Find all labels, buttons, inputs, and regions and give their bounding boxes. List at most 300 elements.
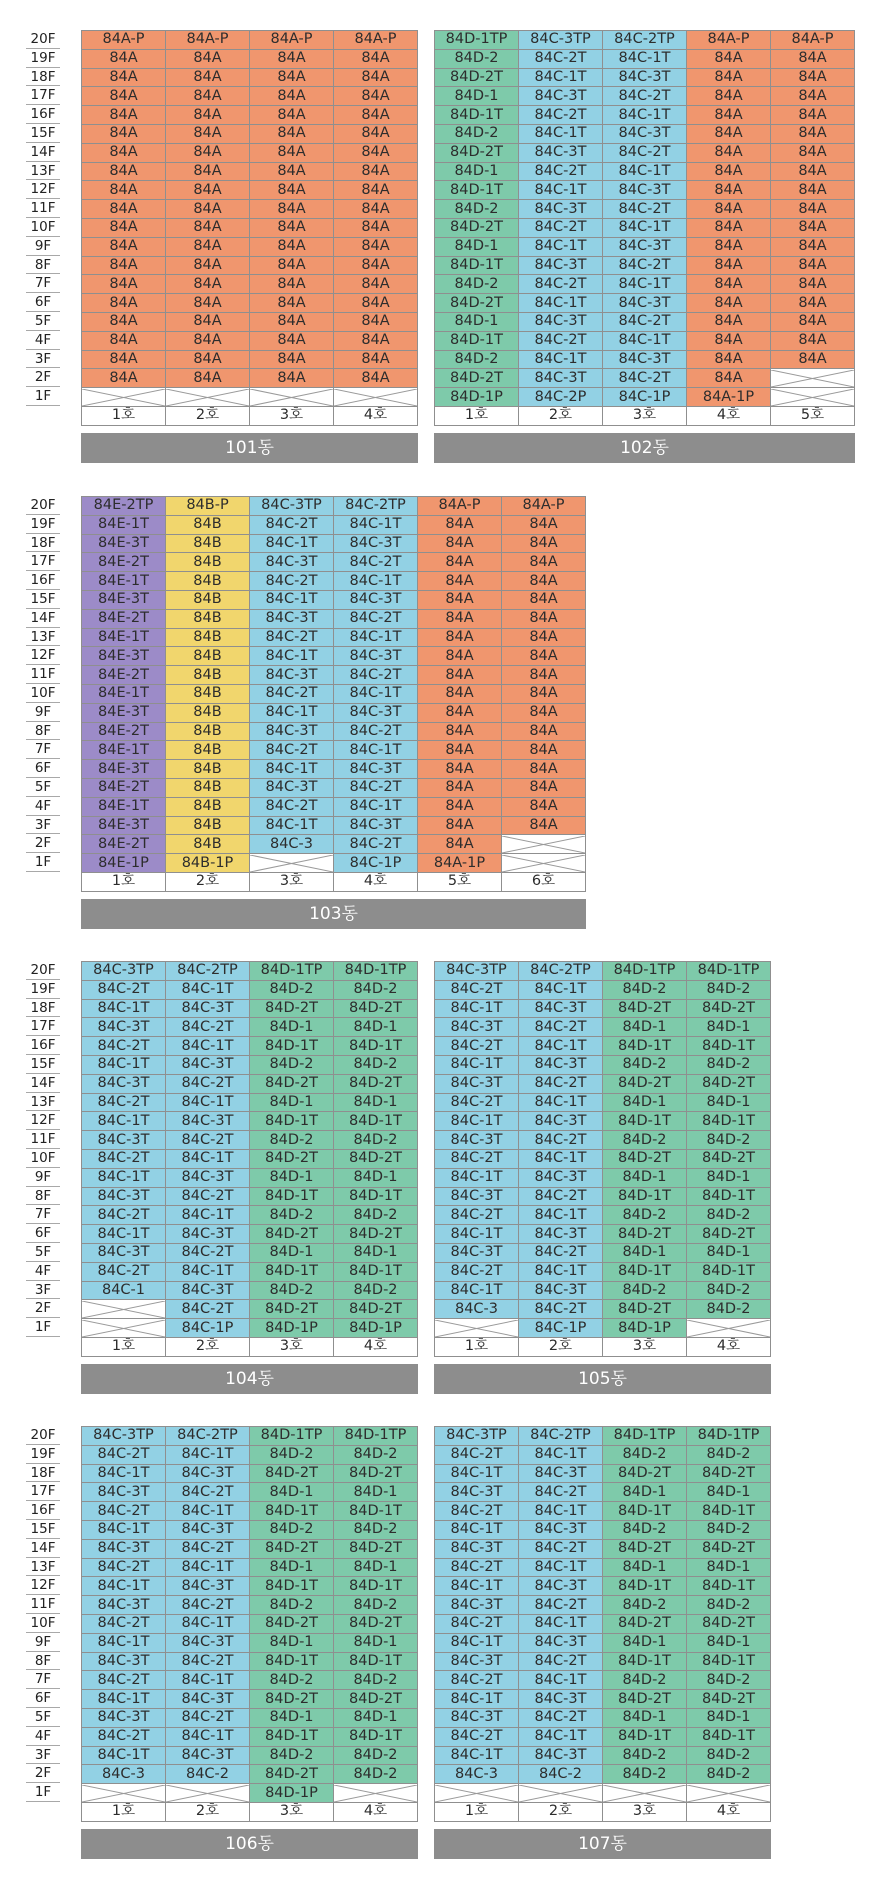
floor-row	[435, 1633, 771, 1652]
unit-cell: 84C-3T	[603, 237, 687, 256]
unit-cell: 84C-2T	[435, 1206, 519, 1225]
unit-cell: 84B	[166, 835, 250, 854]
unit-cell: 84C-3T	[435, 1596, 519, 1615]
unit-cell: 84E-3T	[82, 590, 166, 609]
unit-cell: 84C-2T	[435, 1037, 519, 1056]
floor-row	[82, 1074, 418, 1093]
unit-cell: 84D-2T	[687, 1690, 771, 1709]
unit-cell: 84C-3T	[334, 647, 418, 666]
unit-cell: 84C-1T	[166, 980, 250, 999]
unit-cell: 84D-1	[687, 1018, 771, 1037]
floor-row	[435, 1671, 771, 1690]
floor-label: 9F	[26, 1633, 60, 1652]
empty-unit-cell	[82, 1300, 166, 1319]
unit-cell: 84A	[166, 124, 250, 143]
floor-label: 20F	[26, 961, 60, 980]
floor-row	[435, 275, 855, 294]
unit-cell: 84C-2T	[334, 666, 418, 685]
unit-cell: 84C-1T	[519, 350, 603, 369]
floor-label: 13F	[26, 1093, 60, 1112]
unit-number-label: 4호	[687, 1337, 771, 1356]
floor-row	[82, 816, 586, 835]
unit-number-label: 3호	[250, 1802, 334, 1821]
unit-cell: 84C-2TP	[166, 962, 250, 981]
unit-number-row	[435, 1337, 771, 1356]
floor-row	[82, 256, 418, 275]
unit-cell: 84C-3T	[166, 1464, 250, 1483]
floor-label: 11F	[26, 665, 60, 684]
unit-number-label: 3호	[603, 1337, 687, 1356]
unit-cell: 84D-1	[250, 1243, 334, 1262]
unit-cell: 84A	[334, 256, 418, 275]
floor-row	[435, 1262, 771, 1281]
unit-cell: 84D-1	[250, 1018, 334, 1037]
unit-cell: 84E-1T	[82, 797, 166, 816]
floor-row	[82, 275, 418, 294]
unit-cell: 84D-1TP	[687, 962, 771, 981]
unit-cell: 84C-3T	[519, 200, 603, 219]
unit-cell: 84C-2T	[603, 87, 687, 106]
unit-number-label: 3호	[250, 1337, 334, 1356]
unit-cell: 84C-3T	[82, 1243, 166, 1262]
unit-cell: 84C-2T	[250, 741, 334, 760]
unit-number-label: 5호	[418, 872, 502, 891]
unit-cell: 84A	[502, 609, 586, 628]
unit-cell: 84D-1	[687, 1558, 771, 1577]
unit-number-row	[82, 1337, 418, 1356]
unit-cell: 84C-2T	[519, 1131, 603, 1150]
floor-row	[82, 1037, 418, 1056]
unit-cell: 84A	[166, 350, 250, 369]
unit-cell: 84A	[687, 275, 771, 294]
floor-label: 1F	[26, 853, 60, 872]
unit-cell: 84D-1T	[687, 1187, 771, 1206]
unit-cell: 84D-2	[334, 1445, 418, 1464]
floor-row	[435, 1427, 771, 1446]
unit-cell: 84C-1T	[250, 703, 334, 722]
floor-row	[82, 1577, 418, 1596]
floor-label: 9F	[26, 1168, 60, 1187]
unit-cell: 84D-2T	[687, 1149, 771, 1168]
unit-cell: 84C-3T	[166, 999, 250, 1018]
unit-cell: 84C-3T	[435, 1483, 519, 1502]
unit-number-label: 4호	[334, 1802, 418, 1821]
unit-cell: 84D-1T	[250, 1262, 334, 1281]
unit-cell: 84C-3	[250, 835, 334, 854]
floor-row	[435, 1018, 771, 1037]
unit-cell: 84D-2	[603, 1596, 687, 1615]
unit-cell: 84D-2	[687, 1445, 771, 1464]
unit-cell: 84C-1T	[435, 1520, 519, 1539]
floor-row	[82, 1055, 418, 1074]
unit-cell: 84A	[82, 312, 166, 331]
floor-label: 12F	[26, 646, 60, 665]
unit-cell: 84A	[82, 106, 166, 125]
unit-cell: 84A	[771, 200, 855, 219]
unit-cell: 84D-2T	[250, 1464, 334, 1483]
unit-cell: 84A-P	[418, 497, 502, 516]
unit-cell: 84D-1T	[687, 1502, 771, 1521]
unit-cell: 84A	[250, 275, 334, 294]
unit-cell: 84D-2T	[334, 1149, 418, 1168]
unit-cell: 84C-3T	[334, 534, 418, 553]
unit-number-label: 3호	[250, 872, 334, 891]
unit-cell: 84E-2T	[82, 553, 166, 572]
empty-unit-cell	[82, 388, 166, 407]
unit-cell: 84A	[687, 331, 771, 350]
unit-cell: 84C-1T	[166, 1614, 250, 1633]
unit-cell: 84A	[250, 162, 334, 181]
unit-cell: 84D-1	[435, 162, 519, 181]
unit-cell: 84D-2T	[603, 1614, 687, 1633]
unit-cell: 84A	[250, 68, 334, 87]
floor-row	[82, 722, 586, 741]
floor-row	[82, 1131, 418, 1150]
unit-cell: 84C-1T	[603, 106, 687, 125]
unit-cell: 84D-1T	[435, 106, 519, 125]
floor-label: 20F	[26, 1426, 60, 1445]
floor-row	[82, 1765, 418, 1784]
unit-cell: 84C-3T	[519, 87, 603, 106]
unit-cell: 84A	[166, 68, 250, 87]
unit-cell: 84D-2	[334, 1596, 418, 1615]
unit-cell: 84C-1T	[82, 1464, 166, 1483]
unit-cell: 84A	[771, 350, 855, 369]
floor-row	[82, 760, 586, 779]
unit-cell: 84C-2T	[166, 1483, 250, 1502]
floor-label: 8F	[26, 722, 60, 741]
unit-cell: 84D-2T	[250, 1074, 334, 1093]
floor-label: 6F	[26, 759, 60, 778]
unit-cell: 84D-1T	[334, 1727, 418, 1746]
unit-cell: 84C-1T	[166, 1037, 250, 1056]
unit-cell: 84D-1	[334, 1633, 418, 1652]
unit-cell: 84C-2T	[519, 1652, 603, 1671]
floor-row	[435, 999, 771, 1018]
floor-row	[435, 1112, 771, 1131]
unit-cell: 84D-2T	[334, 1464, 418, 1483]
unit-number-label: 4호	[687, 1802, 771, 1821]
unit-number-label: 3호	[603, 406, 687, 425]
unit-cell: 84D-2T	[603, 1464, 687, 1483]
unit-cell: 84D-1	[250, 1558, 334, 1577]
unit-cell: 84D-2	[687, 1131, 771, 1150]
unit-cell: 84C-2T	[519, 1483, 603, 1502]
unit-cell: 84E-3T	[82, 760, 166, 779]
unit-cell: 84C-2T	[603, 200, 687, 219]
unit-cell: 84A	[418, 515, 502, 534]
unit-cell: 84B	[166, 534, 250, 553]
unit-cell: 84D-2	[687, 1206, 771, 1225]
unit-cell: 84C-3T	[603, 181, 687, 200]
unit-cell: 84C-1T	[250, 647, 334, 666]
floor-row	[435, 218, 855, 237]
floor-row	[435, 1445, 771, 1464]
unit-cell: 84C-3T	[250, 666, 334, 685]
unit-cell: 84D-2T	[250, 1539, 334, 1558]
unit-cell: 84D-1	[250, 1708, 334, 1727]
unit-cell: 84C-3T	[519, 1577, 603, 1596]
floor-row	[435, 1281, 771, 1300]
floor-label: 2F	[26, 368, 60, 387]
unit-cell: 84D-1	[603, 1708, 687, 1727]
unit-cell: 84C-1T	[166, 1502, 250, 1521]
floor-row	[435, 1727, 771, 1746]
unit-cell: 84A	[82, 49, 166, 68]
unit-cell: 84D-2	[334, 1055, 418, 1074]
floor-row	[82, 1727, 418, 1746]
unit-cell: 84C-2T	[166, 1596, 250, 1615]
unit-cell: 84C-2T	[519, 1018, 603, 1037]
unit-cell: 84A	[502, 722, 586, 741]
unit-cell: 84D-1T	[603, 1727, 687, 1746]
unit-cell: 84C-3T	[519, 256, 603, 275]
unit-cell: 84B	[166, 647, 250, 666]
unit-cell: 84D-2T	[603, 1149, 687, 1168]
floor-row	[435, 980, 771, 999]
unit-cell: 84E-2T	[82, 609, 166, 628]
unit-cell: 84C-3TP	[435, 1427, 519, 1446]
unit-cell: 84D-1TP	[603, 962, 687, 981]
unit-cell: 84D-1	[603, 1018, 687, 1037]
unit-cell: 84C-1T	[519, 1093, 603, 1112]
unit-cell: 84A-P	[82, 31, 166, 50]
unit-cell: 84C-1T	[519, 1671, 603, 1690]
floor-label: 17F	[26, 1017, 60, 1036]
floor-label: 9F	[26, 237, 60, 256]
unit-cell: 84B	[166, 722, 250, 741]
unit-cell: 84C-1T	[82, 1577, 166, 1596]
building-102-label: 102동	[434, 433, 855, 463]
unit-cell: 84D-2	[250, 1746, 334, 1765]
unit-cell: 84C-2T	[519, 1596, 603, 1615]
unit-cell: 84C-2T	[82, 980, 166, 999]
floor-row	[82, 1112, 418, 1131]
empty-unit-cell	[603, 1784, 687, 1803]
unit-cell: 84C-3T	[82, 1708, 166, 1727]
floor-row	[435, 388, 855, 407]
floor-row	[82, 1187, 418, 1206]
floor-label: 14F	[26, 609, 60, 628]
unit-cell: 84A	[502, 628, 586, 647]
floor-row	[435, 31, 855, 50]
unit-cell: 84C-3T	[250, 722, 334, 741]
unit-cell: 84D-2	[687, 1520, 771, 1539]
unit-cell: 84D-2	[687, 1300, 771, 1319]
unit-cell: 84D-2	[334, 1765, 418, 1784]
unit-cell: 84C-3T	[166, 1281, 250, 1300]
unit-cell: 84D-1T	[603, 1502, 687, 1521]
unit-cell: 84C-1T	[435, 1746, 519, 1765]
unit-cell: 84C-2T	[82, 1727, 166, 1746]
unit-cell: 84C-1T	[435, 1112, 519, 1131]
unit-cell: 84C-2T	[166, 1018, 250, 1037]
unit-cell: 84A	[82, 294, 166, 313]
unit-cell: 84A	[334, 124, 418, 143]
building-105-table	[434, 961, 771, 1357]
unit-cell: 84C-1T	[166, 1093, 250, 1112]
unit-cell: 84C-2	[166, 1765, 250, 1784]
floor-row	[82, 835, 586, 854]
unit-cell: 84A	[166, 218, 250, 237]
unit-cell: 84C-2T	[603, 312, 687, 331]
unit-cell: 84C-3T	[166, 1520, 250, 1539]
unit-cell: 84E-1T	[82, 684, 166, 703]
unit-cell: 84C-2	[519, 1765, 603, 1784]
floor-label: 1F	[26, 1783, 60, 1802]
unit-cell: 84C-2T	[82, 1262, 166, 1281]
unit-cell: 84D-2T	[603, 1225, 687, 1244]
unit-cell: 84A	[418, 572, 502, 591]
unit-cell: 84A	[687, 106, 771, 125]
floor-row	[82, 1093, 418, 1112]
unit-cell: 84D-1	[435, 237, 519, 256]
unit-cell: 84C-1T	[82, 1520, 166, 1539]
floor-row	[82, 854, 586, 873]
unit-cell: 84C-2TP	[519, 1427, 603, 1446]
floor-row	[82, 684, 586, 703]
floor-row	[82, 497, 586, 516]
floor-row	[82, 143, 418, 162]
floor-row	[82, 1558, 418, 1577]
building-107-table	[434, 1426, 771, 1822]
unit-cell: 84E-1P	[82, 854, 166, 873]
unit-cell: 84D-1T	[435, 331, 519, 350]
unit-cell: 84C-2T	[519, 49, 603, 68]
unit-cell: 84C-3T	[166, 1112, 250, 1131]
unit-cell: 84C-3T	[435, 1708, 519, 1727]
unit-cell: 84C-2TP	[603, 31, 687, 50]
floor-row	[82, 962, 418, 981]
unit-cell: 84C-2T	[250, 797, 334, 816]
unit-cell: 84C-2T	[166, 1539, 250, 1558]
floor-row	[435, 1243, 771, 1262]
unit-cell: 84C-1T	[250, 534, 334, 553]
unit-cell: 84C-1T	[250, 590, 334, 609]
unit-cell: 84A	[82, 369, 166, 388]
unit-cell: 84A-1P	[687, 388, 771, 407]
unit-cell: 84C-1T	[519, 181, 603, 200]
unit-cell: 84D-1	[687, 1243, 771, 1262]
unit-cell: 84C-3T	[519, 1281, 603, 1300]
unit-number-label: 3호	[250, 406, 334, 425]
unit-cell: 84C-3T	[82, 1187, 166, 1206]
floor-row	[435, 1652, 771, 1671]
unit-cell: 84A	[502, 572, 586, 591]
unit-cell: 84C-2P	[519, 388, 603, 407]
unit-cell: 84D-2	[334, 1131, 418, 1150]
floor-row	[82, 1596, 418, 1615]
unit-cell: 84D-2	[334, 980, 418, 999]
unit-cell: 84B-P	[166, 497, 250, 516]
floor-row	[435, 1055, 771, 1074]
unit-cell: 84D-2	[687, 1746, 771, 1765]
unit-cell: 84A	[687, 294, 771, 313]
unit-cell: 84D-1T	[435, 181, 519, 200]
unit-number-label: 2호	[519, 1337, 603, 1356]
unit-cell: 84E-2T	[82, 835, 166, 854]
floor-label: 6F	[26, 1689, 60, 1708]
unit-number-label: 3호	[603, 1802, 687, 1821]
floor-row	[435, 87, 855, 106]
unit-cell: 84C-2T	[603, 256, 687, 275]
unit-cell: 84C-1T	[166, 1445, 250, 1464]
unit-cell: 84C-2T	[166, 1708, 250, 1727]
floor-row	[82, 980, 418, 999]
floor-label: 5F	[26, 312, 60, 331]
floor-row	[82, 1633, 418, 1652]
floor-row	[82, 1539, 418, 1558]
unit-number-label: 4호	[334, 872, 418, 891]
unit-cell: 84A	[334, 181, 418, 200]
unit-cell: 84D-2	[687, 1281, 771, 1300]
unit-cell: 84A	[687, 256, 771, 275]
unit-cell: 84A	[502, 647, 586, 666]
unit-cell: 84A-P	[687, 31, 771, 50]
unit-cell: 84D-2T	[603, 999, 687, 1018]
unit-cell: 84C-1T	[519, 1206, 603, 1225]
floor-row	[82, 1018, 418, 1037]
unit-cell: 84C-2T	[82, 1502, 166, 1521]
unit-cell: 84A	[250, 312, 334, 331]
unit-cell: 84C-2T	[519, 1074, 603, 1093]
unit-cell: 84E-1T	[82, 741, 166, 760]
unit-cell: 84A	[82, 331, 166, 350]
unit-cell: 84C-3T	[250, 609, 334, 628]
floor-row	[82, 49, 418, 68]
unit-cell: 84A	[687, 124, 771, 143]
unit-cell: 84C-2T	[82, 1149, 166, 1168]
floor-row	[435, 1300, 771, 1319]
unit-cell: 84C-3T	[82, 1483, 166, 1502]
unit-cell: 84D-2	[250, 1596, 334, 1615]
empty-unit-cell	[771, 388, 855, 407]
floor-label: 16F	[26, 105, 60, 124]
unit-cell: 84C-2T	[334, 835, 418, 854]
unit-cell: 84A	[771, 256, 855, 275]
floor-row	[435, 1708, 771, 1727]
unit-cell: 84D-2	[603, 1746, 687, 1765]
floor-row	[82, 369, 418, 388]
unit-cell: 84C-1T	[519, 1558, 603, 1577]
unit-cell: 84C-1T	[82, 1690, 166, 1709]
unit-cell: 84C-1T	[82, 1055, 166, 1074]
unit-cell: 84D-2T	[687, 1225, 771, 1244]
empty-unit-cell	[519, 1784, 603, 1803]
floor-row	[435, 1558, 771, 1577]
unit-cell: 84D-2	[250, 1520, 334, 1539]
unit-cell: 84D-2T	[687, 1614, 771, 1633]
unit-number-row	[82, 406, 418, 425]
empty-unit-cell	[502, 854, 586, 873]
unit-cell: 84D-1T	[334, 1502, 418, 1521]
floor-row	[435, 256, 855, 275]
unit-cell: 84C-1T	[519, 1037, 603, 1056]
unit-cell: 84D-1	[603, 1243, 687, 1262]
unit-cell: 84C-1T	[435, 1168, 519, 1187]
floor-label: 6F	[26, 1224, 60, 1243]
floor-row	[82, 999, 418, 1018]
unit-cell: 84A	[502, 816, 586, 835]
unit-cell: 84A	[502, 666, 586, 685]
floor-label: 8F	[26, 256, 60, 275]
unit-cell: 84A	[166, 87, 250, 106]
unit-cell: 84D-2	[250, 1055, 334, 1074]
empty-unit-cell	[687, 1784, 771, 1803]
unit-cell: 84C-2T	[435, 1149, 519, 1168]
unit-cell: 84D-1	[250, 1168, 334, 1187]
empty-unit-cell	[166, 388, 250, 407]
